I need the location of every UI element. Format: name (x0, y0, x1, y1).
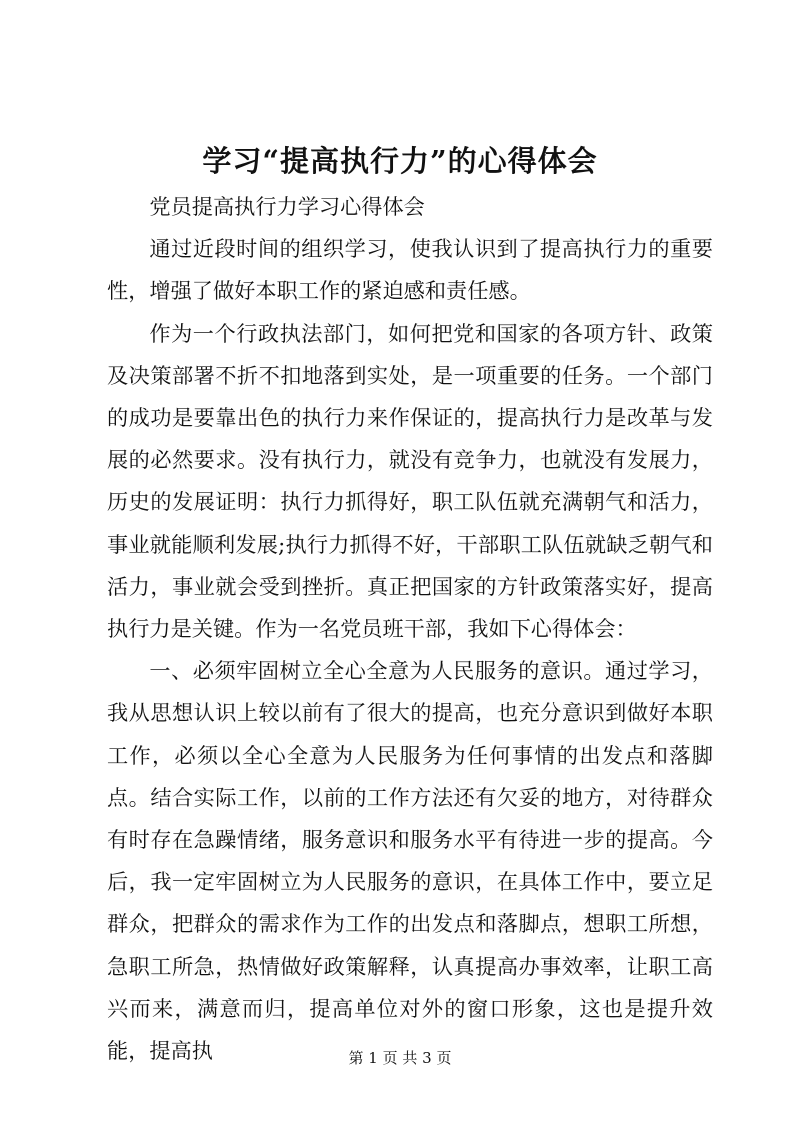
document-title: 学习“提高执行力”的心得体会 (202, 144, 598, 178)
body-paragraph-1: 通过近段时间的组织学习，使我认识到了提高执行力的重要性，增强了做好本职工作的紧迫感和责任感。 (107, 236, 713, 304)
body-paragraph-3: 一、必须牢固树立全心全意为人民服务的意识。通过学习，我从思想认识上较以前有了很大的提高，也充分意识到做好本职工作，必须以全心全意为人民服务为任何事情的出发点和落脚点。结合实际工作，以前的工作方法还有欠妥的地方，对待群众有时存在急躁情绪，服务意识和服务水平有待进一步的提高。今后，我一定牢固树立为人民服务的意识，在具体工作中，要立足群众，把群众的需求作为工作的出发点和落脚点，想职工所想，急职工所急，热情做好政策解释，认真提高办事效率，让职工高兴而来，满意而归，提高单位对外的窗口形象，这也是提升效能，提高执 (107, 658, 713, 1064)
page-number-footer: 第 1 页 共 3 页 (348, 1049, 452, 1067)
document-body (107, 186, 713, 1072)
subtitle-paragraph: 党员提高执行力学习心得体会 (149, 194, 425, 219)
body-paragraph-2: 作为一个行政执法部门，如何把党和国家的各项方针、政策及决策部署不折不扣地落到实处，是一项重要的任务。一个部门的成功是要靠出色的执行力来作保证的，提高执行力是改革与发展的必然要求。没有执行力，就没有竞争力，也就没有发展力，历史的发展证明：执行力抓得好，职工队伍就充满朝气和活力，事业就能顺利发展;执行力抓得不好，干部职工队伍就缺乏朝气和活力，事业就会受到挫折。真正把国家的方针政策落实好，提高执行力是关键。作为一名党员班干部，我如下心得体会： (107, 320, 713, 642)
